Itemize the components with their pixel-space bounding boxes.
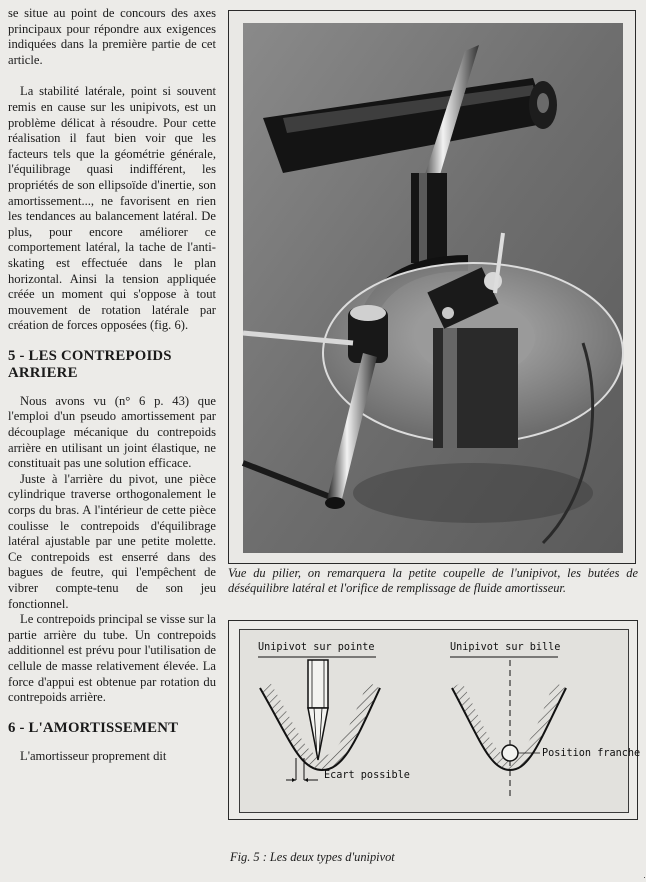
paragraph-damping-reference: Nous avons vu (n° 6 p. 43) que l'emploi d'un pseudo amortissement par découplage mécanique du contrepoids arrière en utilisant un joint élastique, ne constituait pas une solution efficace. [8,393,216,471]
section-heading-counterweights: 5 - LES CONTREPOIDS ARRIERE [8,347,172,381]
paragraph-main-counterweight: Le contrepoids principal se visse sur la partie arrière du tube. Un contrepoids additionnel est prévu pour l'utilisation de cellule de masse relativement élevée. La force d'appui est obtenue par rotation du contrepoids arrière. [8,612,216,705]
paragraph-cylindrical-piece: Juste à l'arrière du pivot, une pièce cylindrique traverse orthogonalement le corps du bras. A l'intérieur de cette pièce coulisse le contrepoids d'équilibrage latéral ajustable par une petite molette. Ce contrepoids est enserré dans des bagues de feutre, qui l'empêchent de vibrer compte-tenu de son jeu fonctionnel. [8,471,216,611]
paragraph-lateral-stability: La stabilité latérale, point si souvent remis en cause sur les unipivots, est un problème délicat à résoudre. Pour cette réalisation il faut bien voir que les facteurs tels que la géométrie générale, l'équilibrage quasi indifférent, les propriétés de son ellipsoïde d'inertie, son amortissement..., ne favorisent en rien les tendances au balancement latéral. De plus, pour encore améliorer ce comportement latéral, la tache de l'anti-skating est effectuée dans le plan horizontal. Ainsi la tension appliquée créée un moment qui s'oppose à tout mouvement de rotation latérale par création de forces opposées (fig. 6). [8,84,216,333]
pivot-ball-shape [502,745,518,761]
paragraph-damper: L'amortisseur proprement dit [20,748,167,763]
section-heading-damping: 6 - L'AMORTISSEMENT [8,719,179,736]
photo-frame [228,10,636,564]
position-label: Position franche [542,748,641,759]
paragraph-intro: se situe au point de concours des axes principaux pour répondre aux exigences indiquées dans la première partie de cet article. [8,6,216,67]
right-diagram-title: Unipivot sur bille [450,642,561,653]
figure-caption: Fig. 5 : Les deux types d'unipivot [230,850,395,864]
tonearm-pillar-photo [243,23,623,553]
left-diagram-title: Unipivot sur pointe [258,642,375,653]
unipivot-diagram [239,629,641,813]
pivot-point-shape [308,660,328,760]
article-column [8,6,216,764]
photo-caption: Vue du pilier, on remarquera la petite coupelle de l'unipivot, les butées de déséquilibre latéral et l'orifice de remplissage de fluide amortisseur. [228,566,638,595]
page-corner-mark: · [643,872,646,882]
gap-label: Ecart possible [324,770,410,781]
figure-frame [228,620,641,820]
